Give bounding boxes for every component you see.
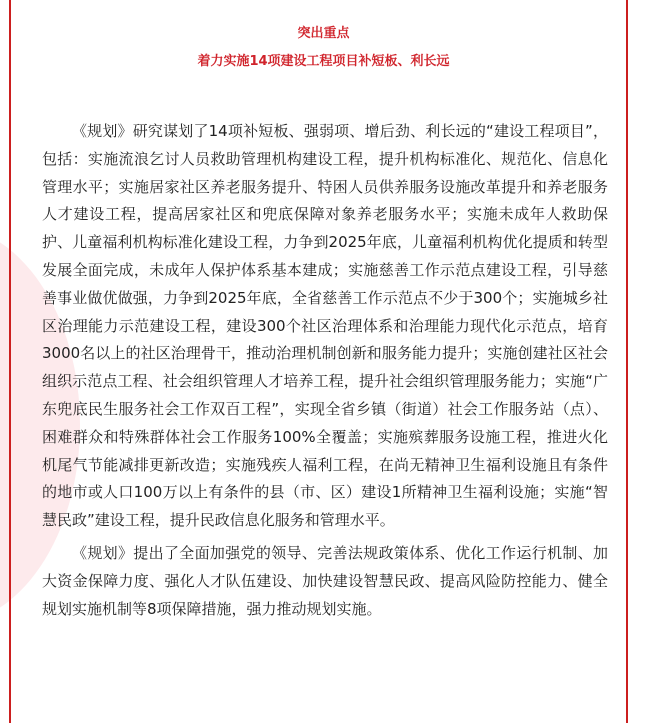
paragraph-construction-projects: 《规划》研究谋划了14项补短板、强弱项、增后劲、利长远的“建设工程项目”，包括：实施流浪乞讨人员救助管理机构建设工程，提升机构标准化、规范化、信息化管理水平；实施居家社区养老服务提升、特困人员供养服务设施改革提升和养老服务人才建设工程，提高居家社区和兜底保障对象养老服务水平；实施未成年人救助保护、儿童福利机构标准化建设工程，力争到2025年底，儿童福利机构优化提质和转型发展全面完成，未成年人保护体系基本建成；实施慈善工作示范点建设工程，引导慈善事业做优做强，力争到2025年底，全省慈善工作示范点不少于300个；实施城乡社区治理能力示范建设工程，建设300个社区治理体系和治理能力现代化示范点，培育3000名以上的社区治理骨干，推动治理机制创新和服务能力提升；实施创建社区社会组织示范点工程、社会组织管理人才培养工程，提升社会组织管理服务能力；实施“广东兜底民生服务社会工作双百工程”，实现全省乡镇（街道）社会工作服务站（点）、困难群众和特殊群体社会工作服务100%全覆盖；实施殡葬服务设施工程，推进火化机尾气节能减排更新改造；实施残疾人福利工程，在尚无精神卫生福利设施且有条件的地市或人口100万以上有条件的县（市、区）建设1所精神卫生福利设施；实施“智慧民政”建设工程，提升民政信息化服务和管理水平。 (42, 122, 608, 530)
article-body (42, 118, 608, 623)
left-border-line (9, 0, 11, 723)
section-title: 突出重点 (297, 26, 350, 41)
paragraph-safeguard-measures: 《规划》提出了全面加强党的领导、完善法规政策体系、优化工作运行机制、加大资金保障力度、强化人才队伍建设、加快建设智慧民政、提高风险防控能力、健全规划实施机制等8项保障措施，强力推动规划实施。 (42, 543, 608, 618)
right-border-line (626, 0, 628, 723)
section-subtitle: 着力实施14项建设工程项目补短板、利长远 (197, 54, 450, 69)
